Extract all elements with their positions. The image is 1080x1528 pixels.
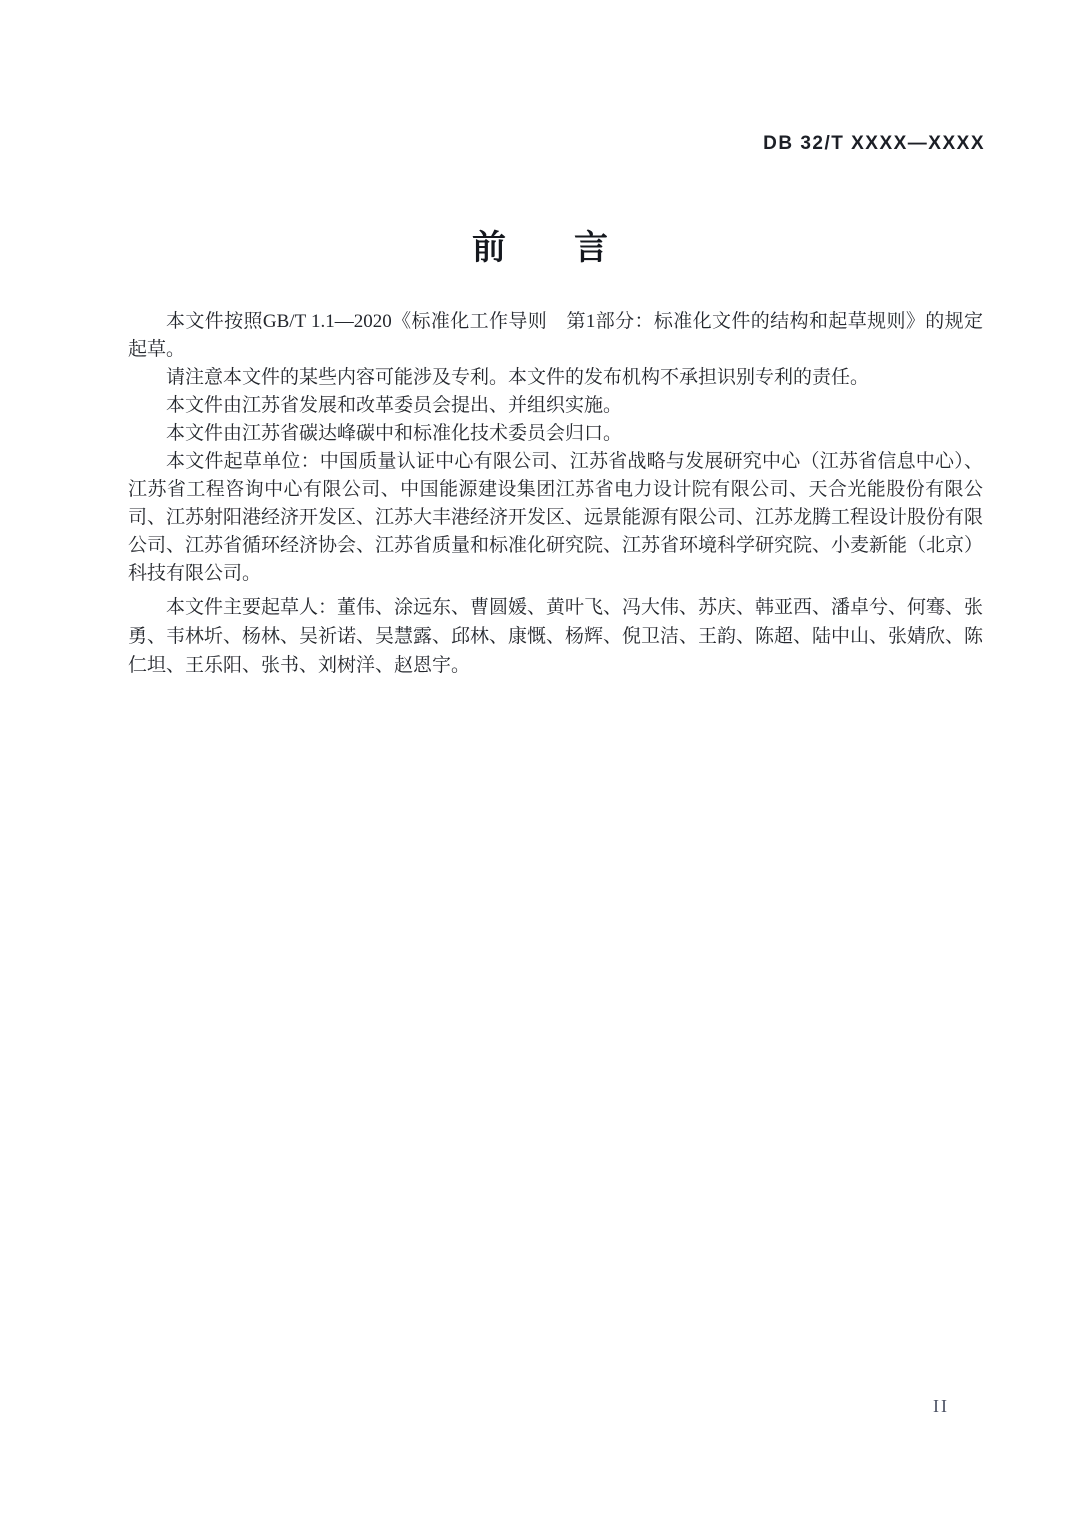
paragraph-centralized-body: 本文件由江苏省碳达峰碳中和标准化技术委员会归口。 xyxy=(166,423,623,444)
paragraph-main-drafters: 本文件主要起草人：董伟、涂远东、曹圆媛、黄叶飞、冯大伟、苏庆、韩亚西、潘卓兮、何骞、张勇、韦林圻、杨林、吴祈诺、吴慧露、邱林、康慨、杨辉、倪卫洁、王韵、陈超、陆中山、张婧欣、陈仁坦、王乐阳、张书、刘树洋、赵恩宇。 xyxy=(128,597,984,676)
foreword-title: 前 言 xyxy=(472,229,608,267)
standard-code-header: DB 32/T XXXX—XXXX xyxy=(763,133,985,154)
page-number: II xyxy=(933,1396,949,1416)
paragraph-drafting-basis: 本文件按照GB/T 1.1—2020《标准化工作导则 第1部分：标准化文件的结构和起草规则》的规定起草。 xyxy=(128,311,983,360)
foreword-body xyxy=(128,308,983,680)
paragraph-drafting-organizations: 本文件起草单位：中国质量认证中心有限公司、江苏省战略与发展研究中心（江苏省信息中心）、江苏省工程咨询中心有限公司、中国能源建设集团江苏省电力设计院有限公司、天合光能股份有限公司、江苏射阳港经济开发区、江苏大丰港经济开发区、远景能源有限公司、江苏龙腾工程设计股份有限公司、江苏省循环经济协会、江苏省质量和标准化研究院、江苏省环境科学研究院、小麦新能（北京）科技有限公司。 xyxy=(128,451,984,584)
paragraph-proposing-body: 本文件由江苏省发展和改革委员会提出、并组织实施。 xyxy=(166,395,623,416)
paragraph-patent-notice: 请注意本文件的某些内容可能涉及专利。本文件的发布机构不承担识别专利的责任。 xyxy=(166,367,870,388)
